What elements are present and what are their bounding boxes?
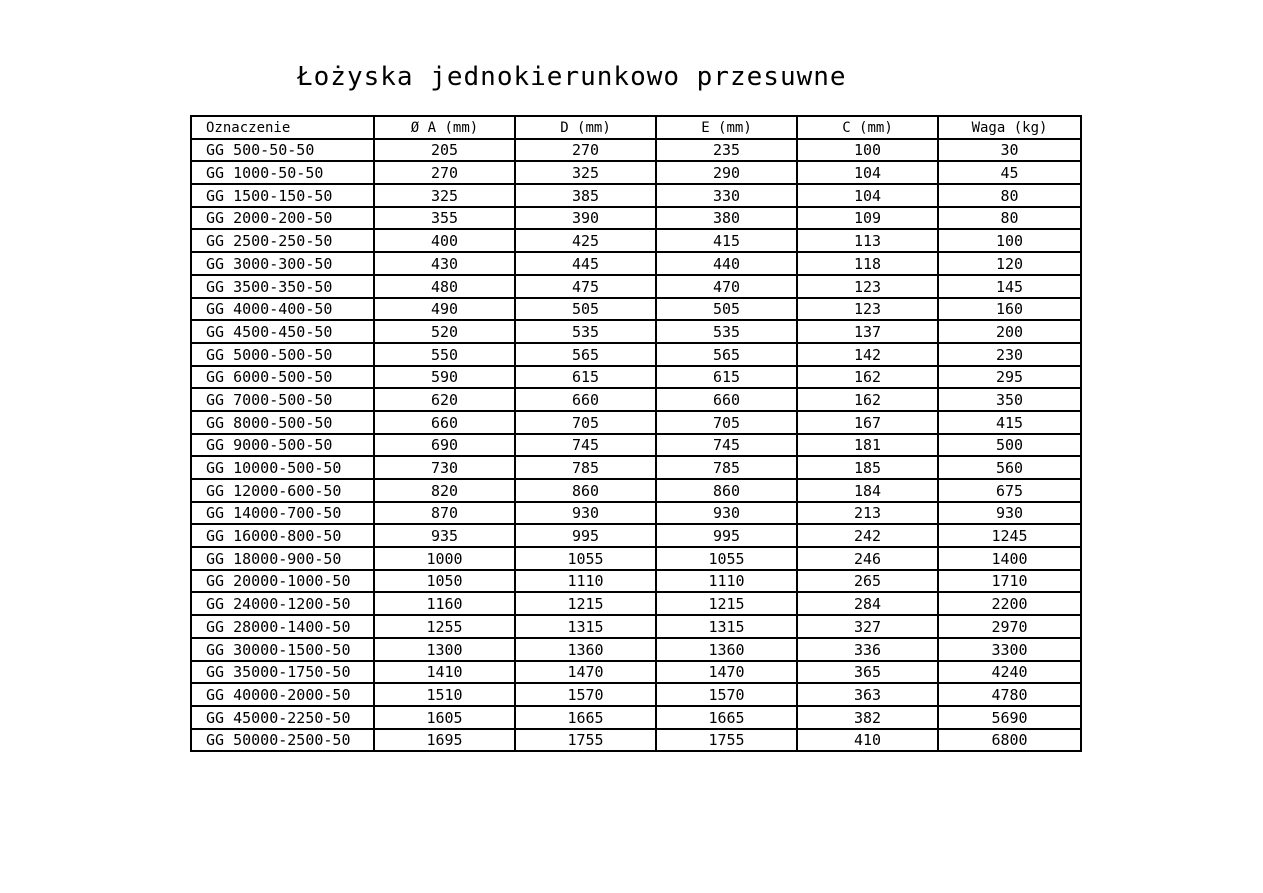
cell-designation: GG 14000-700-50 — [191, 502, 374, 525]
cell-diameter-a: 325 — [374, 184, 515, 207]
table-row — [191, 298, 1081, 321]
table-row — [191, 366, 1081, 389]
cell-designation: GG 3000-300-50 — [191, 252, 374, 275]
cell-c: 104 — [797, 161, 938, 184]
cell-diameter-a: 820 — [374, 479, 515, 502]
cell-diameter-a: 935 — [374, 524, 515, 547]
cell-designation: GG 9000-500-50 — [191, 434, 374, 457]
cell-d: 385 — [515, 184, 656, 207]
cell-designation: GG 24000-1200-50 — [191, 592, 374, 615]
cell-c: 167 — [797, 411, 938, 434]
cell-e: 745 — [656, 434, 797, 457]
cell-weight: 30 — [938, 139, 1081, 162]
header-d: D (mm) — [515, 116, 656, 139]
cell-designation: GG 1000-50-50 — [191, 161, 374, 184]
cell-d: 1315 — [515, 615, 656, 638]
cell-designation: GG 4500-450-50 — [191, 320, 374, 343]
cell-weight: 200 — [938, 320, 1081, 343]
cell-d: 1755 — [515, 729, 656, 752]
cell-weight: 5690 — [938, 706, 1081, 729]
cell-c: 113 — [797, 229, 938, 252]
cell-diameter-a: 400 — [374, 229, 515, 252]
cell-e: 615 — [656, 366, 797, 389]
cell-designation: GG 2500-250-50 — [191, 229, 374, 252]
cell-weight: 120 — [938, 252, 1081, 275]
header-c: C (mm) — [797, 116, 938, 139]
cell-d: 615 — [515, 366, 656, 389]
table-row — [191, 434, 1081, 457]
cell-d: 660 — [515, 388, 656, 411]
cell-e: 1110 — [656, 570, 797, 593]
cell-e: 235 — [656, 139, 797, 162]
cell-c: 213 — [797, 502, 938, 525]
cell-diameter-a: 870 — [374, 502, 515, 525]
cell-c: 109 — [797, 207, 938, 230]
table-row — [191, 661, 1081, 684]
cell-weight: 350 — [938, 388, 1081, 411]
table-row — [191, 252, 1081, 275]
cell-diameter-a: 490 — [374, 298, 515, 321]
cell-designation: GG 6000-500-50 — [191, 366, 374, 389]
cell-d: 1110 — [515, 570, 656, 593]
cell-c: 181 — [797, 434, 938, 457]
cell-designation: GG 4000-400-50 — [191, 298, 374, 321]
cell-diameter-a: 205 — [374, 139, 515, 162]
cell-designation: GG 16000-800-50 — [191, 524, 374, 547]
cell-c: 137 — [797, 320, 938, 343]
cell-d: 445 — [515, 252, 656, 275]
cell-d: 565 — [515, 343, 656, 366]
table-body — [191, 139, 1081, 752]
cell-designation: GG 50000-2500-50 — [191, 729, 374, 752]
cell-c: 382 — [797, 706, 938, 729]
table-row — [191, 161, 1081, 184]
cell-weight: 6800 — [938, 729, 1081, 752]
cell-designation: GG 20000-1000-50 — [191, 570, 374, 593]
header-designation: Oznaczenie — [191, 116, 374, 139]
cell-c: 327 — [797, 615, 938, 638]
cell-d: 785 — [515, 456, 656, 479]
cell-weight: 100 — [938, 229, 1081, 252]
cell-weight: 1400 — [938, 547, 1081, 570]
cell-c: 162 — [797, 366, 938, 389]
cell-diameter-a: 1300 — [374, 638, 515, 661]
cell-e: 290 — [656, 161, 797, 184]
cell-d: 1055 — [515, 547, 656, 570]
table-row — [191, 275, 1081, 298]
cell-e: 995 — [656, 524, 797, 547]
cell-d: 270 — [515, 139, 656, 162]
cell-c: 242 — [797, 524, 938, 547]
cell-e: 1215 — [656, 592, 797, 615]
document-title: Łożyska jednokierunkowo przesuwne — [297, 62, 847, 92]
cell-c: 284 — [797, 592, 938, 615]
cell-designation: GG 3500-350-50 — [191, 275, 374, 298]
table-row — [191, 411, 1081, 434]
header-e: E (mm) — [656, 116, 797, 139]
cell-d: 1360 — [515, 638, 656, 661]
cell-diameter-a: 430 — [374, 252, 515, 275]
cell-diameter-a: 1605 — [374, 706, 515, 729]
header-row — [191, 116, 1081, 139]
cell-c: 118 — [797, 252, 938, 275]
table-row — [191, 229, 1081, 252]
cell-diameter-a: 480 — [374, 275, 515, 298]
cell-designation: GG 45000-2250-50 — [191, 706, 374, 729]
cell-diameter-a: 1410 — [374, 661, 515, 684]
cell-e: 1665 — [656, 706, 797, 729]
cell-d: 745 — [515, 434, 656, 457]
cell-e: 1360 — [656, 638, 797, 661]
cell-e: 440 — [656, 252, 797, 275]
cell-d: 390 — [515, 207, 656, 230]
cell-c: 265 — [797, 570, 938, 593]
cell-weight: 145 — [938, 275, 1081, 298]
cell-e: 660 — [656, 388, 797, 411]
table-row — [191, 139, 1081, 162]
cell-c: 336 — [797, 638, 938, 661]
table-row — [191, 184, 1081, 207]
cell-e: 860 — [656, 479, 797, 502]
cell-c: 123 — [797, 275, 938, 298]
cell-weight: 415 — [938, 411, 1081, 434]
cell-e: 380 — [656, 207, 797, 230]
cell-c: 410 — [797, 729, 938, 752]
cell-e: 1755 — [656, 729, 797, 752]
cell-diameter-a: 520 — [374, 320, 515, 343]
cell-designation: GG 35000-1750-50 — [191, 661, 374, 684]
cell-weight: 1245 — [938, 524, 1081, 547]
cell-c: 162 — [797, 388, 938, 411]
cell-e: 930 — [656, 502, 797, 525]
cell-designation: GG 12000-600-50 — [191, 479, 374, 502]
cell-diameter-a: 355 — [374, 207, 515, 230]
table-row — [191, 683, 1081, 706]
cell-weight: 4780 — [938, 683, 1081, 706]
cell-d: 995 — [515, 524, 656, 547]
cell-diameter-a: 1510 — [374, 683, 515, 706]
table-row — [191, 547, 1081, 570]
cell-c: 142 — [797, 343, 938, 366]
cell-diameter-a: 590 — [374, 366, 515, 389]
cell-designation: GG 1500-150-50 — [191, 184, 374, 207]
cell-e: 785 — [656, 456, 797, 479]
cell-weight: 930 — [938, 502, 1081, 525]
cell-c: 365 — [797, 661, 938, 684]
cell-diameter-a: 1050 — [374, 570, 515, 593]
cell-weight: 2970 — [938, 615, 1081, 638]
table-row — [191, 592, 1081, 615]
cell-weight: 80 — [938, 207, 1081, 230]
cell-diameter-a: 620 — [374, 388, 515, 411]
cell-e: 330 — [656, 184, 797, 207]
cell-d: 1470 — [515, 661, 656, 684]
table-row — [191, 456, 1081, 479]
cell-e: 415 — [656, 229, 797, 252]
header-diameter-a: Ø A (mm) — [374, 116, 515, 139]
cell-d: 325 — [515, 161, 656, 184]
cell-e: 470 — [656, 275, 797, 298]
cell-c: 100 — [797, 139, 938, 162]
cell-c: 184 — [797, 479, 938, 502]
cell-weight: 500 — [938, 434, 1081, 457]
cell-e: 1055 — [656, 547, 797, 570]
cell-d: 505 — [515, 298, 656, 321]
cell-c: 363 — [797, 683, 938, 706]
cell-e: 1570 — [656, 683, 797, 706]
cell-designation: GG 5000-500-50 — [191, 343, 374, 366]
table-row — [191, 343, 1081, 366]
table-row — [191, 320, 1081, 343]
cell-designation: GG 18000-900-50 — [191, 547, 374, 570]
cell-weight: 160 — [938, 298, 1081, 321]
table-row — [191, 729, 1081, 752]
cell-weight: 675 — [938, 479, 1081, 502]
cell-d: 1215 — [515, 592, 656, 615]
cell-e: 565 — [656, 343, 797, 366]
cell-d: 1665 — [515, 706, 656, 729]
cell-designation: GG 2000-200-50 — [191, 207, 374, 230]
cell-diameter-a: 1695 — [374, 729, 515, 752]
cell-d: 860 — [515, 479, 656, 502]
cell-c: 123 — [797, 298, 938, 321]
table-header — [191, 116, 1081, 139]
bearing-spec-table — [190, 115, 1082, 752]
cell-weight: 4240 — [938, 661, 1081, 684]
cell-d: 535 — [515, 320, 656, 343]
cell-diameter-a: 1000 — [374, 547, 515, 570]
cell-weight: 560 — [938, 456, 1081, 479]
cell-d: 1570 — [515, 683, 656, 706]
cell-c: 104 — [797, 184, 938, 207]
cell-diameter-a: 1160 — [374, 592, 515, 615]
cell-c: 246 — [797, 547, 938, 570]
table-row — [191, 615, 1081, 638]
table-row — [191, 524, 1081, 547]
cell-d: 425 — [515, 229, 656, 252]
cell-weight: 2200 — [938, 592, 1081, 615]
cell-diameter-a: 270 — [374, 161, 515, 184]
cell-weight: 295 — [938, 366, 1081, 389]
cell-designation: GG 30000-1500-50 — [191, 638, 374, 661]
cell-d: 705 — [515, 411, 656, 434]
cell-designation: GG 40000-2000-50 — [191, 683, 374, 706]
cell-designation: GG 500-50-50 — [191, 139, 374, 162]
cell-weight: 45 — [938, 161, 1081, 184]
cell-diameter-a: 1255 — [374, 615, 515, 638]
table-row — [191, 479, 1081, 502]
table-row — [191, 706, 1081, 729]
cell-e: 505 — [656, 298, 797, 321]
cell-diameter-a: 660 — [374, 411, 515, 434]
cell-diameter-a: 690 — [374, 434, 515, 457]
cell-designation: GG 7000-500-50 — [191, 388, 374, 411]
cell-weight: 1710 — [938, 570, 1081, 593]
cell-designation: GG 10000-500-50 — [191, 456, 374, 479]
cell-e: 1315 — [656, 615, 797, 638]
cell-weight: 230 — [938, 343, 1081, 366]
cell-d: 930 — [515, 502, 656, 525]
cell-c: 185 — [797, 456, 938, 479]
cell-e: 1470 — [656, 661, 797, 684]
cell-designation: GG 8000-500-50 — [191, 411, 374, 434]
header-weight: Waga (kg) — [938, 116, 1081, 139]
table-row — [191, 207, 1081, 230]
cell-e: 705 — [656, 411, 797, 434]
cell-d: 475 — [515, 275, 656, 298]
cell-weight: 80 — [938, 184, 1081, 207]
table-row — [191, 502, 1081, 525]
table-row — [191, 570, 1081, 593]
cell-designation: GG 28000-1400-50 — [191, 615, 374, 638]
table-row — [191, 388, 1081, 411]
cell-e: 535 — [656, 320, 797, 343]
cell-diameter-a: 550 — [374, 343, 515, 366]
table-row — [191, 638, 1081, 661]
cell-diameter-a: 730 — [374, 456, 515, 479]
cell-weight: 3300 — [938, 638, 1081, 661]
